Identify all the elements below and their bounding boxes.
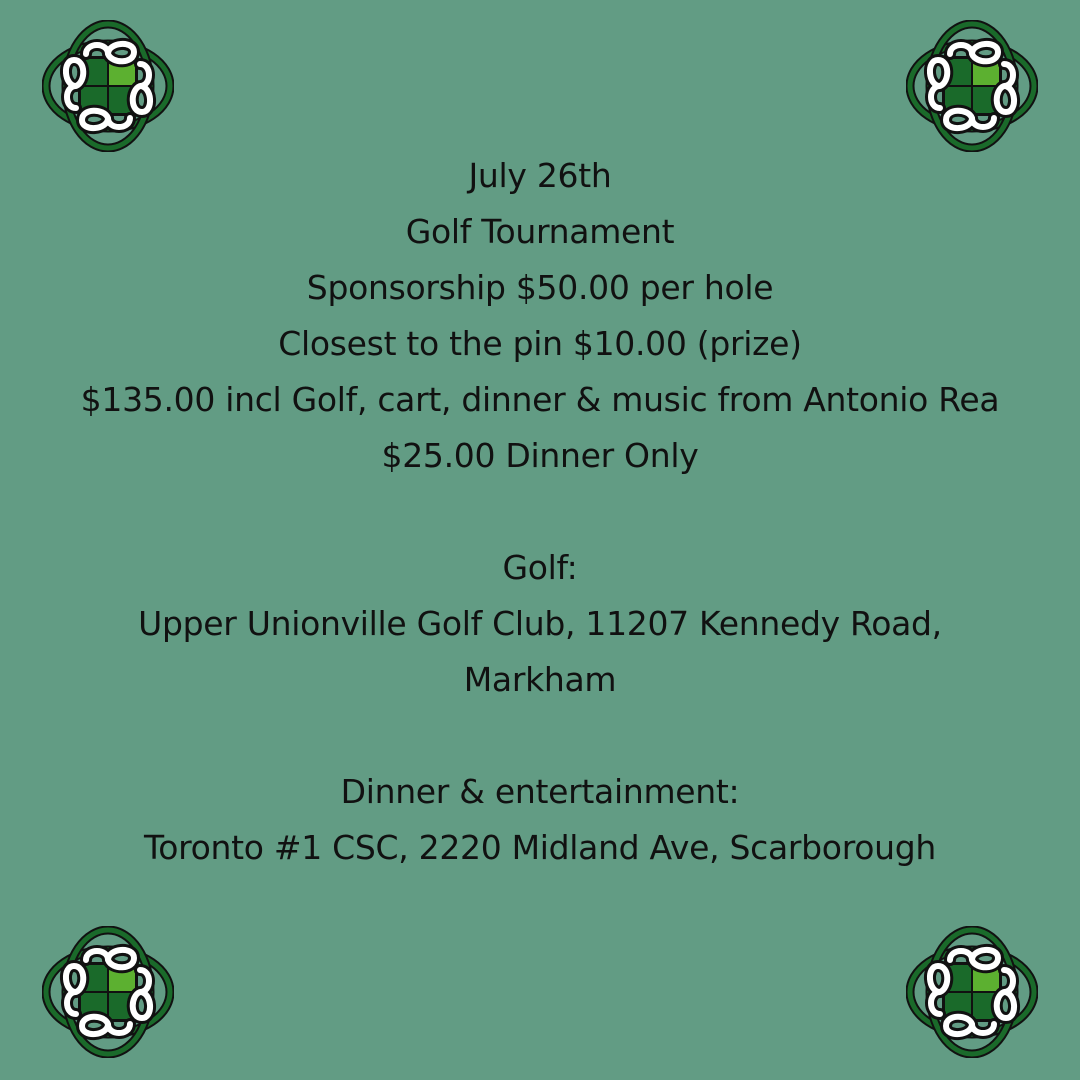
golf-address-line1: Upper Unionville Golf Club, 11207 Kennedy Road, <box>138 604 942 643</box>
celtic-knot-icon <box>42 926 174 1058</box>
event-details <box>0 148 1080 876</box>
golf-address-line2: Markham <box>463 660 617 699</box>
golf-heading: Golf: <box>502 548 578 587</box>
event-date: July 26th <box>468 156 612 195</box>
section-gap <box>0 708 1080 764</box>
celtic-knot-icon <box>42 20 174 152</box>
full-package-price: $135.00 incl Golf, cart, dinner & music from Antonio Rea <box>80 380 1000 419</box>
event-title: Golf Tournament <box>405 212 675 251</box>
section-gap <box>0 484 1080 540</box>
celtic-knot-icon <box>906 926 1038 1058</box>
closest-pin-price: Closest to the pin $10.00 (prize) <box>278 324 802 363</box>
dinner-address: Toronto #1 CSC, 2220 Midland Ave, Scarborough <box>143 828 937 867</box>
celtic-knot-icon <box>906 20 1038 152</box>
dinner-heading: Dinner & entertainment: <box>340 772 740 811</box>
dinner-only-price: $25.00 Dinner Only <box>381 436 699 475</box>
sponsorship-price: Sponsorship $50.00 per hole <box>306 268 774 307</box>
